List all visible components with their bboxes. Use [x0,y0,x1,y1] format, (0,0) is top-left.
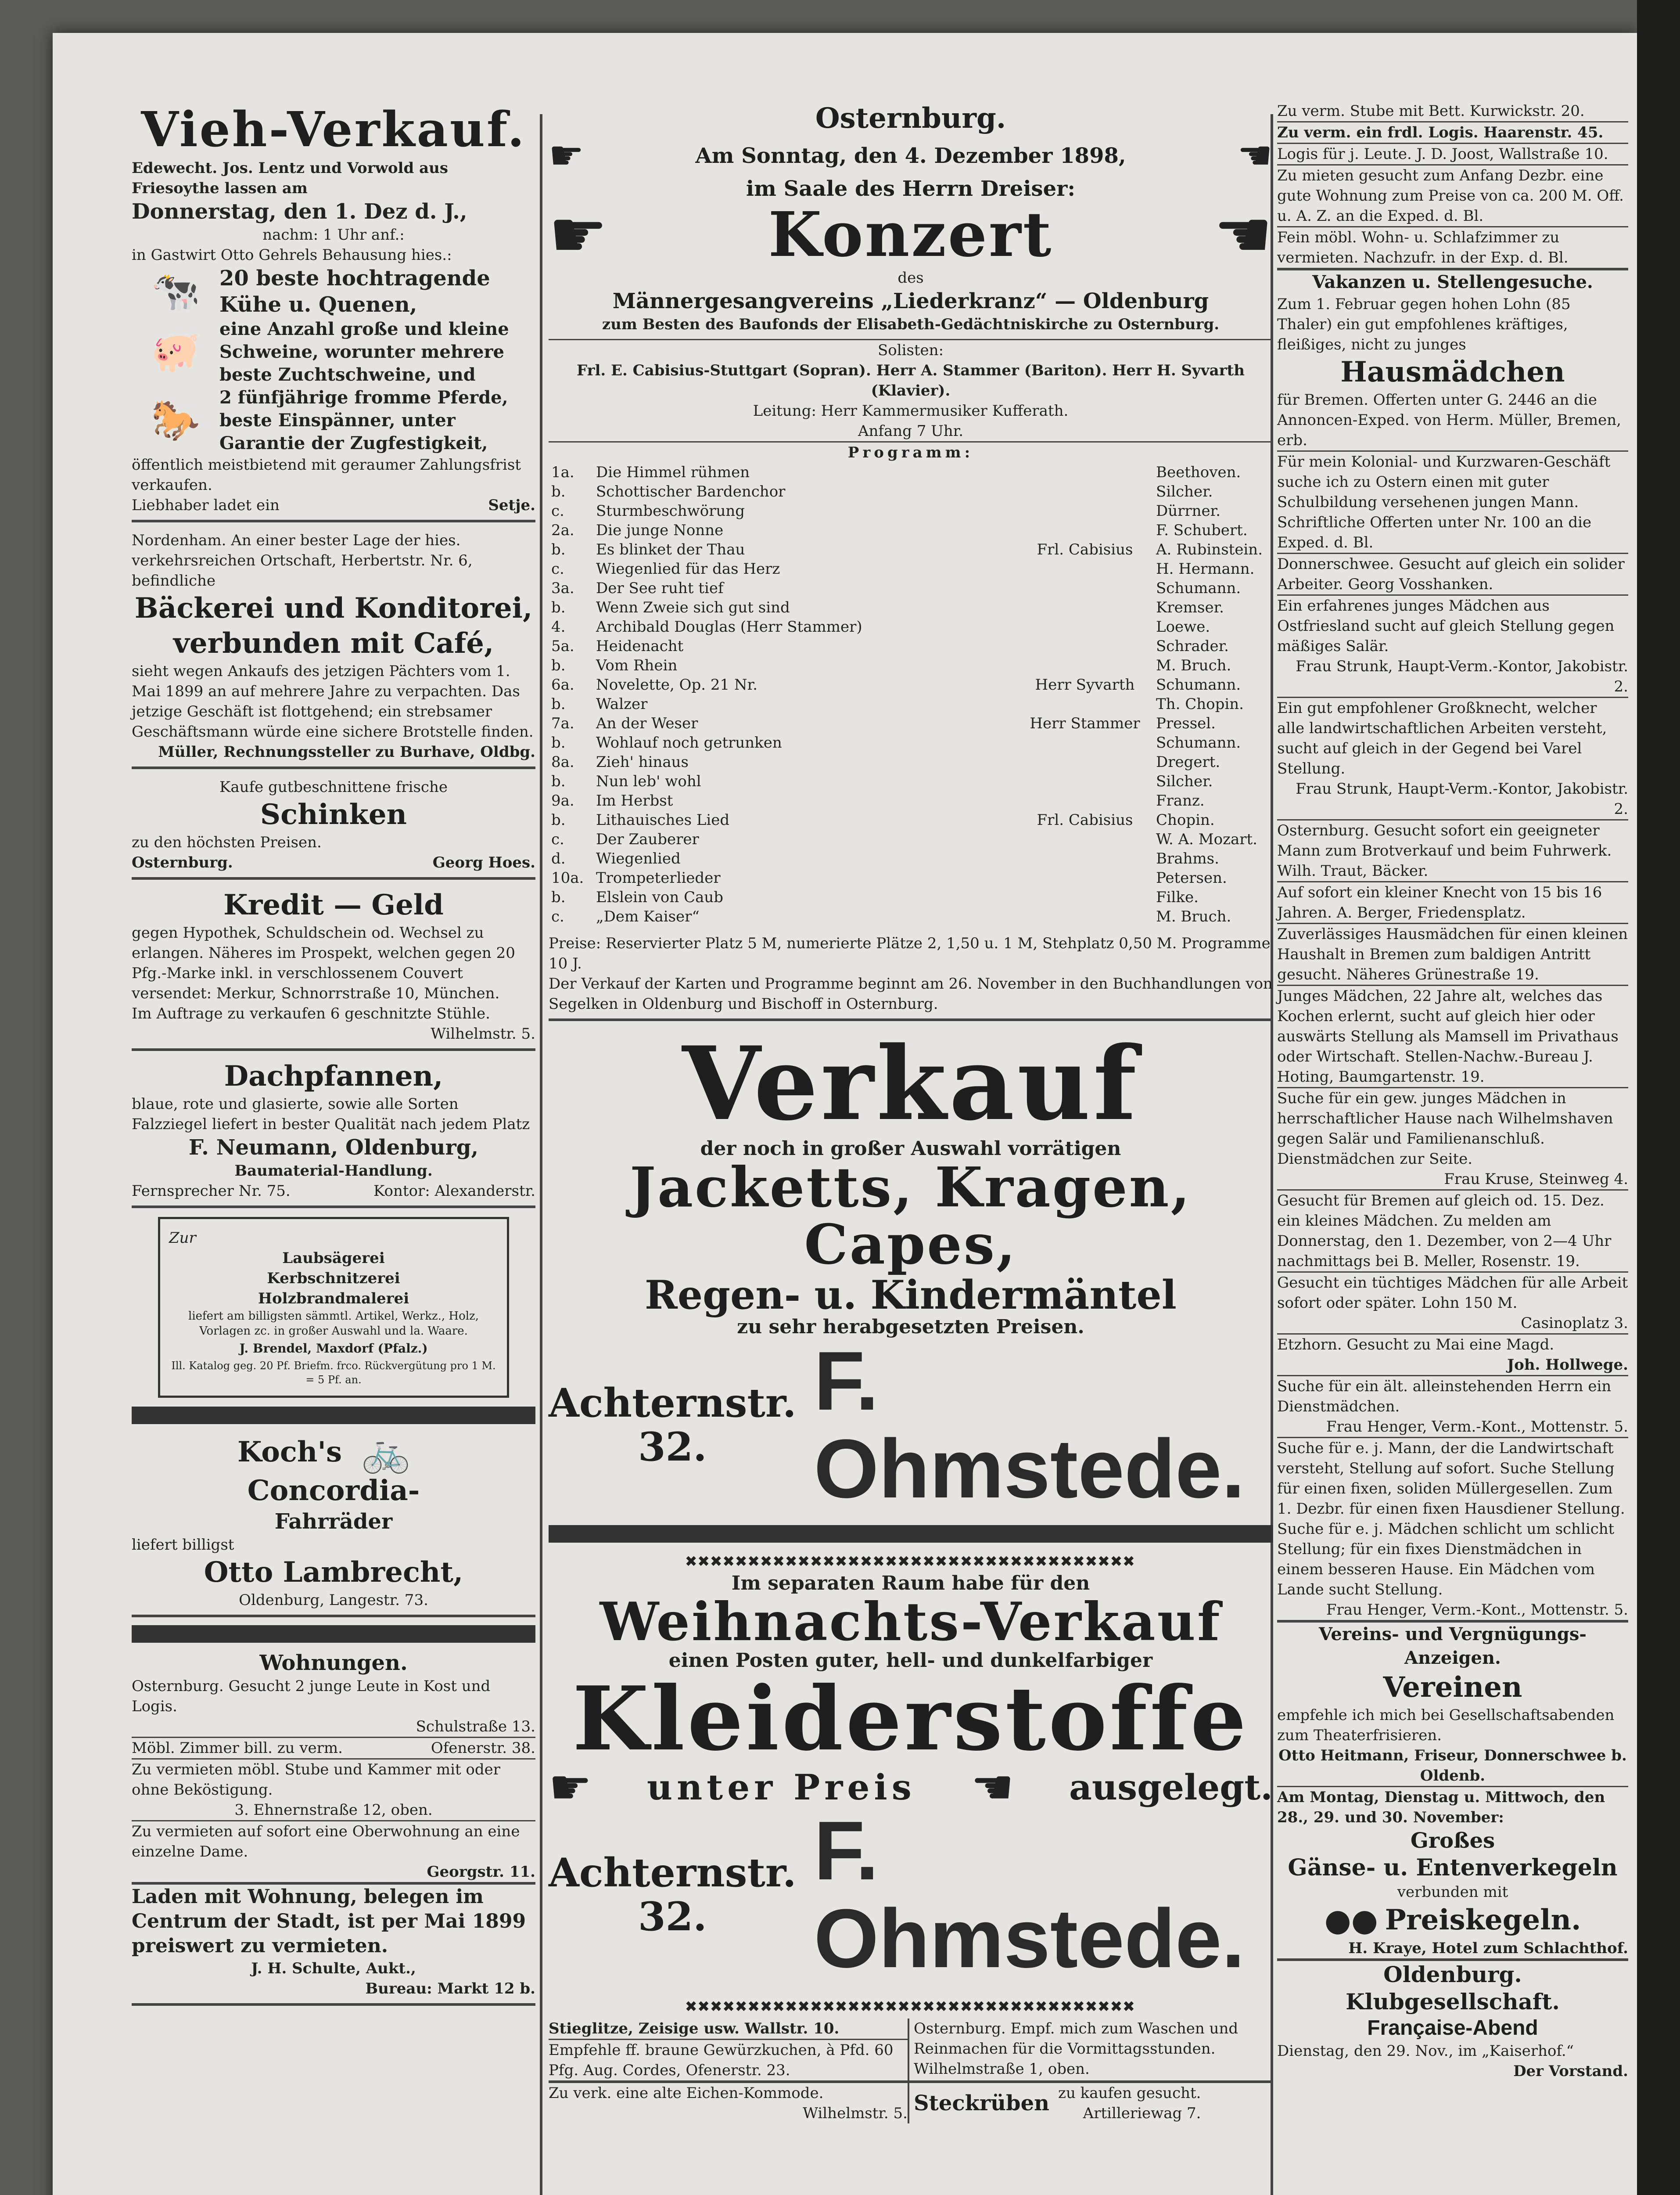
program-cell-t: Walzer [596,695,648,713]
program-cell-n: b. [551,811,566,829]
ad-address: Achternstr. [549,1850,797,1896]
ad-text: Solisten: [549,339,1273,360]
ad-verkauf [549,1025,1273,1517]
program-cell-p: Frl. Cabisius [1037,811,1133,829]
program-cell-k: Brahms. [1156,850,1219,867]
ad-text: Laubsägerei [282,1249,385,1267]
ad-text: Baumaterial-Handlung. [234,1162,433,1180]
ad-text: nachm: 1 Uhr anf.: [262,226,405,244]
ad-text: Zu verk. eine alte Eichen-Kommode. [549,2084,824,2102]
program-cell-k: Loewe. [1156,618,1210,636]
ad-text: Gesucht für Bremen auf gleich od. 15. Dez. ein kleines Mädchen. Zu melden am Donnerstag, den 1. Dezember, von 2—4 Uhr nachmittags bei B. Meller, Rosenstr. 19. [1277,1189,1628,1271]
program-cell-k: F. Schubert. [1156,522,1248,539]
ad-text: Ill. Katalog geg. 20 Pf. Briefm. frco. Rückvergütung pro 1 M. = 5 Pf. an. [171,1360,496,1386]
program-cell-t: Der Zauberer [596,831,699,848]
program-row [549,598,1273,617]
program-cell-t: Sturmbeschwörung [596,502,745,520]
program-row [549,810,1273,830]
ad-text: Kerbschnitzerei [267,1270,400,1287]
program-cell-t: Die junge Nonne [596,522,724,539]
program-row [549,868,1273,888]
pointing-hand-right-icon: ☛ [549,133,584,179]
right-column [1277,101,1628,2081]
program-cell-p [1016,501,1153,521]
program-cell-t: Wiegenlied für das Herz [596,560,780,578]
ad-signature: Georg Hoes. [432,854,535,871]
pointing-hand-right-icon: ☛ [549,197,608,273]
program-cell-k: A. Rubinstein. [1156,541,1263,558]
program-cell-n: 3a. [551,579,574,597]
ad-title: Concordia- [247,1474,420,1507]
program-cell-p [1016,598,1153,617]
ad-text: Dienstag, den 29. Nov., im „Kaiserhof.“ [1277,2042,1574,2060]
bicycle-icon: 🚲 [361,1429,411,1475]
program-cell-n: 7a. [551,715,574,732]
program-cell-n: d. [551,850,566,867]
program-cell-k: Schrader. [1156,637,1229,655]
ad-text: empfehle ich mich bei Gesellschaftsabenden zum Theaterfrisieren. [1277,1706,1615,1744]
program-cell-k: H. Hermann. [1156,560,1255,578]
ad-text: Donnerschwee. Gesucht auf gleich ein solider Arbeiter. Georg Vosshanken. [1277,553,1628,594]
program-cell-n: b. [551,657,566,674]
ad-text: Für mein Kolonial- und Kurzwaren-Geschäft suche ich zu Ostern einen mit guter Schulbildung versehenen jungen Mann. Schriftliche Offerten unter Nr. 100 an die Exped. d. Bl. [1277,450,1628,553]
program-row [549,849,1273,868]
program-row [549,540,1273,559]
program-cell-t: Heidenacht [596,637,684,655]
ad-text: liefert am billigsten sämmtl. Artikel, Werkz., Holz, Vorlagen zc. in großer Auswahl und la. Waare. [188,1310,479,1338]
ad-text: Artilleriewag 7. [1083,2105,1201,2122]
program-cell-k: Beethoven. [1156,464,1241,481]
ad-text: liefert billigst [132,1536,234,1554]
ad-text: ausgelegt. [1069,1767,1273,1808]
ad-text: Anfang 7 Uhr. [858,422,964,440]
ad-dachpfannen [132,1059,535,1208]
ad-text: Zuverlässiges Hausmädchen für einen kleinen Haushalt in Bremen zum baldigen Antritt gesucht. Näheres Grünestraße 19. [1277,923,1628,985]
ad-text: Nordenham. An einer bester Lage der hies. verkehrsreichen Ortschaft, Herbertstr. Nr. 6, befindliche [132,532,473,590]
program-cell-p [1016,656,1153,675]
ad-title: Oldenburg. Klubgesellschaft. [1277,1958,1628,2015]
middle-column [549,101,1273,2123]
program-cell-p: Frl. Cabisius [1037,541,1133,558]
ad-address: 32. [638,1424,707,1470]
ad-text: Ein erfahrenes junges Mädchen aus Ostfriesland sucht auf gleich Stellung gegen mäßiges Salär. [1277,594,1628,656]
program-cell-p [1016,888,1153,907]
ad-text: Frl. E. Cabisius-Stuttgart (Sopran). Herr A. Stammer (Bariton). Herr H. Syvarth (Klavier). [577,362,1245,399]
ad-text: verbunden mit [1397,1883,1508,1901]
program-row [549,637,1273,656]
program-cell-k: Petersen. [1156,869,1227,887]
ad-text: Zu vermieten möbl. Stube und Kammer mit oder ohne Beköstigung. [132,1758,535,1800]
ad-signature: Frau Kruse, Steinweg 4. [1444,1170,1628,1188]
program-row [549,656,1273,675]
ad-text: Programm: [549,441,1273,463]
program-cell-p [1016,521,1153,540]
ad-text: Liebhaber ladet ein [132,497,280,514]
ad-text: F. Neumann, Oldenburg, [188,1135,479,1160]
program-cell-t: Archibald Douglas (Herr Stammer) [596,618,862,636]
ad-text: Suche für ein gew. junges Mädchen in herrschaftlicher Hause nach Wilhelmshaven gegen Salär und Familienanschluß. Dienstmädchen zur Seite. [1277,1087,1628,1169]
program-cell-p [1016,752,1153,772]
ad-text: Zum 1. Februar gegen hohen Lohn (85 Thaler) ein gut empfohlenes kräftiges, fleißiges, nicht zu junges [1277,295,1571,353]
ad-title: Hausmädchen [1340,356,1565,389]
ad-text: Donnerstag, den 1. Dez d. J., [132,199,467,224]
ad-text: Kaufe gutbeschnittene frische [219,778,448,796]
program-cell-k: Dürrner. [1156,502,1221,520]
program-cell-p [1016,868,1153,888]
ad-signature: J. H. Schulte, Aukt., [251,1960,416,1977]
ad-text: Kontor: Alexanderstr. [373,1182,535,1200]
ad-text: der noch in großer Auswahl vorrätigen [700,1137,1121,1160]
ad-text: Suche für ein ält. alleinstehenden Herrn ein Dienstmädchen. [1277,1375,1628,1417]
program-cell-n: b. [551,773,566,790]
program-cell-k: Chopin. [1156,811,1215,829]
program-cell-k: Schumann. [1156,734,1241,752]
program-row [549,888,1273,907]
program-cell-k: Franz. [1156,792,1205,810]
program-cell-k: M. Bruch. [1156,657,1231,674]
ad-laubsaegerei [158,1217,509,1398]
ad-title: Otto Lambrecht, [204,1556,463,1589]
ad-signature: Setje. [488,497,535,514]
ad-text: Empfehle ff. braune Gewürzkuchen, à Pfd. 60 Pfg. Aug. Cordes, Ofenerstr. 23. [549,2039,908,2080]
ad-text: Ein gut empfohlener Großknecht, welcher alle landwirtschaftlichen Arbeiten versteht, sucht auf gleich in der Gegend bei Varel Stellung. [1277,697,1628,779]
program-cell-t: Im Herbst [596,792,673,810]
program-cell-p [1016,733,1153,752]
program-cell-t: Novelette, Op. 21 Nr. [596,676,758,694]
ad-text: Osternburg. [815,102,1006,135]
ad-signature: Casinoplatz 3. [1521,1314,1628,1332]
program-cell-n: 6a. [551,676,574,694]
ad-title: Gänse- u. Entenverkegeln [1288,1854,1618,1881]
ad-title: Konzert [768,199,1053,271]
ad-konzert [549,101,1273,1021]
program-row [549,617,1273,637]
ad-title: Bäckerei und Konditorei, verbunden mit Café, [134,592,533,660]
program-cell-k: Schumann. [1156,579,1241,597]
section-title: Vakanzen u. Stellengesuche. [1312,272,1593,292]
ad-text: 20 beste hochtragende Kühe u. Quenen, [219,266,490,317]
ad-title: Vieh-Verkauf. [141,101,526,158]
program-cell-n: 1a. [551,464,574,481]
ad-text: Männergesangvereins „Liederkranz“ — Oldenburg [612,289,1209,313]
pointing-hand-left-icon: ☚ [1237,133,1273,179]
program-cell-t: Die Himmel rühmen [596,464,750,481]
ad-text: Im Auftrage zu verkaufen 6 geschnitzte Stühle. [132,1005,490,1022]
ad-text: Möbl. Zimmer bill. zu verm. [132,1739,343,1757]
program-cell-p [1016,907,1153,926]
ad-koch-fahrraeder [132,1431,535,1617]
ad-text: zu kaufen gesucht. [1058,2084,1201,2102]
program-row [549,791,1273,810]
ad-text: Osternburg. Empf. mich zum Waschen und Reinmachen für die Vormittagsstunden. Wilhelmstraße 1, oben. [914,2020,1238,2078]
pointing-hand-left-icon: ☚ [971,1759,1014,1815]
ad-text: Oldenburg, Langestr. 73. [239,1591,428,1609]
ad-text: Laden mit Wohnung, belegen im Centrum der Stadt, ist per Mai 1899 preiswert zu vermieten. [132,1882,535,1958]
ad-text: Am Montag, Dienstag u. Mittwoch, den 28., 29. und 30. November: [1277,1786,1628,1828]
program-cell-p [1016,482,1153,501]
program-row [549,579,1273,598]
program-cell-n: 2a. [551,522,574,539]
ad-text: Logis für j. Leute. J. D. Joost, Wallstraße 10. [1277,143,1628,164]
program-cell-n: 9a. [551,792,574,810]
ad-signature: Otto Heitmann, Friseur, Donnerschwee b. Oldenb. [1278,1747,1627,1785]
ad-schinken [132,777,535,880]
program-cell-k: Schumann. [1156,676,1241,694]
ad-kredit [132,888,535,1051]
ad-title: Preiskegeln. [1385,1904,1581,1936]
ad-text: Osternburg. Gesucht sofort ein geeigneter Mann zum Brotverkauf und beim Fuhrwerk. Wilh. Traut, Bäcker. [1277,819,1628,881]
section-wohnungen [132,1650,535,2006]
firm-name: F. Ohmstede. [814,1804,1245,1985]
program-cell-n: b. [551,889,566,906]
program-cell-n: b. [551,734,566,752]
program-cell-t: Nun leb' wohl [596,773,701,790]
program-row [549,675,1273,694]
divider-bar [132,1625,535,1643]
ad-signature: Joh. Hollwege. [1507,1356,1628,1374]
ad-text: unter Preis [646,1767,916,1808]
program-row [549,521,1273,540]
program-cell-p [1016,559,1153,579]
program-table [549,463,1273,926]
ad-prices: Preise: Reservierter Platz 5 M, numerierte Plätze 2, 1,50 u. 1 M, Stehplatz 0,50 M. Programme 10 J. [549,935,1271,972]
program-cell-n: c. [551,831,564,848]
ad-text: in Gastwirt Otto Gehrels Behausung hies.: [132,246,452,264]
divider-bar [549,1525,1273,1543]
ad-text: 2 fünfjährige fromme Pferde, beste Einspänner, unter Garantie der Zugfestigkeit, [219,387,508,453]
ad-text: Der Verkauf der Karten und Programme beginnt am 26. November in den Buchhandlungen von Segelken in Oldenburg und Bischoff in Osternburg. [549,975,1273,1013]
program-cell-p [1016,579,1153,598]
ad-title: Kredit — Geld [223,889,444,921]
ad-text: Schulstraße 13. [416,1718,535,1735]
ad-text: Bureau: Markt 12 b. [365,1980,535,1997]
ad-title: Fahrräder [274,1509,393,1534]
small-ads-row [549,2019,1273,2083]
ad-text: Gesucht ein tüchtiges Mädchen für alle Arbeit sofort oder später. Lohn 150 M. [1277,1271,1628,1313]
program-cell-n: b. [551,599,566,616]
ad-text: Leitung: Herr Kammermusiker Kufferath. [753,402,1069,420]
pointing-hand-left-icon: ☚ [1213,197,1273,273]
ad-text: Wilhelmstr. 5. [803,2105,908,2122]
ad-title: Großes [1410,1828,1495,1853]
ad-title: Koch's [237,1436,342,1468]
program-cell-t: Zieh' hinaus [596,753,689,771]
program-row [549,463,1273,482]
ad-title: Kleiderstoffe [572,1667,1249,1770]
program-row [549,830,1273,849]
program-cell-p: Herr Syvarth [1035,676,1135,694]
ad-date: Am Sonntag, den 4. Dezember 1898, [695,144,1126,168]
program-cell-k: Silcher. [1156,483,1213,500]
program-cell-t: Trompeterlieder [596,869,721,887]
ad-title: Dachpfannen, [224,1060,443,1093]
program-cell-p [1016,830,1153,849]
pointing-hand-right-icon: ☛ [549,1759,592,1815]
program-cell-n: 10a. [551,869,584,887]
program-cell-n: c. [551,502,564,520]
ad-text: zu den höchsten Preisen. [132,834,322,851]
program-cell-t: Elslein von Caub [596,889,724,906]
ad-text: Etzhorn. Gesucht zu Mai eine Magd. [1277,1333,1628,1355]
ad-text: Holzbrandmalerei [258,1290,409,1307]
ad-signature: Georgstr. 11. [427,1863,535,1881]
scan-gutter [1637,0,1680,2195]
program-cell-n: c. [551,908,564,925]
program-cell-n: b. [551,541,566,558]
program-cell-n: 5a. [551,637,574,655]
ornament-row: ✖✖✖✖✖✖✖✖✖✖✖✖✖✖✖✖✖✖✖✖✖✖✖✖✖✖✖✖✖✖✖✖✖✖✖✖ [686,1995,1136,2018]
program-cell-t: Es blinket der Thau [596,541,745,558]
program-cell-p [1016,772,1153,791]
ad-text: Zur [169,1229,196,1247]
program-cell-k: Silcher. [1156,773,1213,790]
program-row [549,752,1273,772]
program-cell-p [1016,637,1153,656]
program-cell-k: W. A. Mozart. [1156,831,1257,848]
program-row [549,772,1273,791]
ad-text: 3. Ehnernstraße 12, oben. [234,1801,433,1819]
ad-title: Française-Abend [1367,2016,1538,2040]
ad-vieh-verkauf [132,101,535,522]
ad-text: Fernsprecher Nr. 75. [132,1182,291,1200]
kegel-balls-icon: ●● [1324,1902,1378,1938]
ad-signature: Frau Strunk, Haupt-Verm.-Kontor, Jakobistr. 2. [1296,780,1628,818]
program-row [549,482,1273,501]
program-cell-t: Lithauisches Lied [596,811,730,829]
program-row [549,907,1273,926]
program-row [549,733,1273,752]
section-title: Vereins- und Vergnügungs-Anzeigen. [1319,1624,1587,1668]
program-cell-n: 8a. [551,753,574,771]
ad-text: Fein möbl. Wohn- u. Schlafzimmer zu vermieten. Nachzufr. in der Exp. d. Bl. [1277,226,1628,270]
ad-signature: Frau Henger, Verm.-Kont., Mottenstr. 5. [1326,1418,1628,1436]
ad-text: im Saale des Herrn Dreiser: [746,176,1076,201]
ad-text: zum Besten des Baufonds der Elisabeth-Gedächtniskirche zu Osternburg. [602,316,1220,333]
ad-text: Zu verm. ein frdl. Logis. Haarenstr. 45. [1277,121,1628,143]
program-cell-t: Wiegenlied [596,850,681,867]
program-cell-t: „Dem Kaiser“ [596,908,700,925]
program-cell-k: Pressel. [1156,715,1216,732]
program-cell-k: Dregert. [1156,753,1221,771]
ad-text: des [897,269,924,287]
ad-text: zu sehr herabgesetzten Preisen. [737,1316,1084,1338]
ad-title: Regen- u. Kindermäntel [645,1272,1177,1318]
ad-text: Junges Mädchen, 22 Jahre alt, welches das Kochen erlernt, sucht auf gleich hier oder auswärts Stellung als Mamsell im Privathaus oder Wirtschaft. Stellen-Nachw.-Bureau J. Hoting, Baumgartenstr. 19. [1277,985,1628,1087]
program-cell-n: 4. [551,618,566,636]
divider-bar [132,1407,535,1424]
cow-icon: 🐄 [151,268,201,314]
ad-text: sieht wegen Ankaufs des jetzigen Pächters vom 1. Mai 1899 an auf mehrere Jahre zu verpachten. Das jetzige Geschäft ist flottgehend; ein strebsamer Geschäftsmann würde eine sichere Brotstelle finden. [132,662,534,741]
program-row [549,559,1273,579]
program-cell-p [1016,463,1153,482]
ad-text: eine Anzahl große und kleine Schweine, worunter mehrere beste Zuchtschweine, und [219,319,509,385]
ad-text: Osternburg. [132,854,233,871]
ad-text: Zu verm. Stube mit Bett. Kurwickstr. 20. [1277,102,1585,120]
ad-title: Schinken [260,798,407,831]
program-cell-n: b. [551,695,566,713]
ad-title: Weihnachts-Verkauf [599,1591,1222,1653]
program-cell-k: Filke. [1156,889,1199,906]
program-row [549,714,1273,733]
program-cell-t: An der Weser [596,715,698,732]
ad-text: Zu vermieten auf sofort eine Oberwohnung an eine einzelne Dame. [132,1820,535,1862]
program-cell-t: Wohlauf noch getrunken [596,734,782,752]
ad-text: Ofenerstr. 38. [431,1739,535,1757]
horse-icon: 🐎 [151,397,201,443]
ad-text: blaue, rote und glasierte, sowie alle Sorten Falzziegel liefert in bester Qualität nach jedem Platz [132,1095,530,1133]
program-cell-p [1016,849,1153,868]
ad-text: einen Posten guter, hell- und dunkelfarbiger [668,1649,1153,1672]
column-rule [540,114,542,2195]
program-cell-t: Wenn Zweie sich gut sind [596,599,790,616]
ornament-row: ✖✖✖✖✖✖✖✖✖✖✖✖✖✖✖✖✖✖✖✖✖✖✖✖✖✖✖✖✖✖✖✖✖✖✖✖ [686,1550,1136,1572]
ad-signature: Wilhelmstr. 5. [431,1025,535,1043]
ad-text: gegen Hypothek, Schuldschein od. Wechsel zu erlangen. Näheres im Prospekt, welchen gegen 20 Pfg.-Marke inkl. in verschlossenem Couvert versendet: Merkur, Schnorrstraße 10, München. [132,924,515,1002]
ad-text: öffentlich meistbietend mit geraumer Zahlungsfrist verkaufen. [132,456,521,494]
program-cell-t: Schottischer Bardenchor [596,483,786,500]
section-title: Wohnungen. [259,1651,408,1675]
program-cell-p: Herr Stammer [1030,715,1140,732]
ad-title: Jacketts, Kragen, Capes, [629,1155,1192,1277]
ad-text: Edewecht. Jos. Lentz und Vorwold aus Friesoythe lassen am [132,159,448,197]
program-cell-n: b. [551,483,566,500]
ad-weihnachts-verkauf [549,1573,1273,1987]
ad-signature: H. Kraye, Hotel zum Schlachthof. [1348,1940,1628,1957]
pig-icon: 🐖 [151,329,201,375]
program-row [549,501,1273,521]
ad-text: Suche für e. j. Mann, der die Landwirtschaft versteht, Stellung auf sofort. Suche Stellung für einen fixen, soliden Müllergesellen. Zum 1. Dezbr. für einen fixen Hausdiener Stellung. Suche für e. j. Mädchen schlicht um schlicht Stellung; für ein fixes Dienstmädchen in einem besseren Hause. Ein Mädchen vom Lande sucht Stellung. [1277,1437,1628,1600]
ad-text: Auf sofort ein kleiner Knecht von 15 bis 16 Jahren. A. Berger, Friedensplatz. [1277,881,1628,923]
program-cell-t: Der See ruht tief [596,579,724,597]
program-cell-n: c. [551,560,564,578]
ad-address: Achternstr. [549,1380,797,1426]
program-cell-k: M. Bruch. [1156,908,1231,925]
ad-signature: Frau Henger, Verm.-Kont., Mottenstr. 5. [1277,1600,1628,1623]
ad-text: für Bremen. Offerten unter G. 2446 an die Annoncen-Exped. von Herm. Müller, Bremen, erb. [1277,391,1621,449]
small-ads-row [549,2083,1273,2123]
ad-text: Osternburg. Gesucht 2 junge Leute in Kost und Logis. [132,1677,491,1715]
program-cell-p [1016,694,1153,714]
program-cell-k: Kremser. [1156,599,1224,616]
program-cell-p [1016,617,1153,637]
ad-text: Stieglitze, Zeisige usw. Wallstr. 10. [549,2020,840,2037]
program-cell-p [1016,791,1153,810]
ad-text: Zu mieten gesucht zum Anfang Dezbr. eine gute Wohnung zum Preise von ca. 200 M. Off. u. A. Z. an die Exped. d. Bl. [1277,164,1628,226]
ad-signature: Müller, Rechnungssteller zu Burhave, Oldbg. [158,743,535,761]
ad-address: 32. [638,1893,707,1940]
ad-title: Vereinen [1383,1671,1522,1704]
left-column [132,101,535,2014]
ad-signature: Der Vorstand. [1513,2062,1628,2080]
firm-name: F. Ohmstede. [814,1335,1245,1515]
ad-text: J. Brendel, Maxdorf (Pfalz.) [239,1341,428,1356]
ad-title: Verkauf [682,1025,1139,1143]
program-cell-k: Th. Chopin. [1156,695,1244,713]
ad-title: Steckrüben [914,2091,1050,2116]
program-cell-t: Vom Rhein [596,657,678,674]
program-row [549,694,1273,714]
ad-text: Im separaten Raum habe für den [731,1572,1090,1594]
ad-signature: Frau Strunk, Haupt-Verm.-Kontor, Jakobistr. 2. [1296,658,1628,695]
ad-baeckerei [132,530,535,769]
